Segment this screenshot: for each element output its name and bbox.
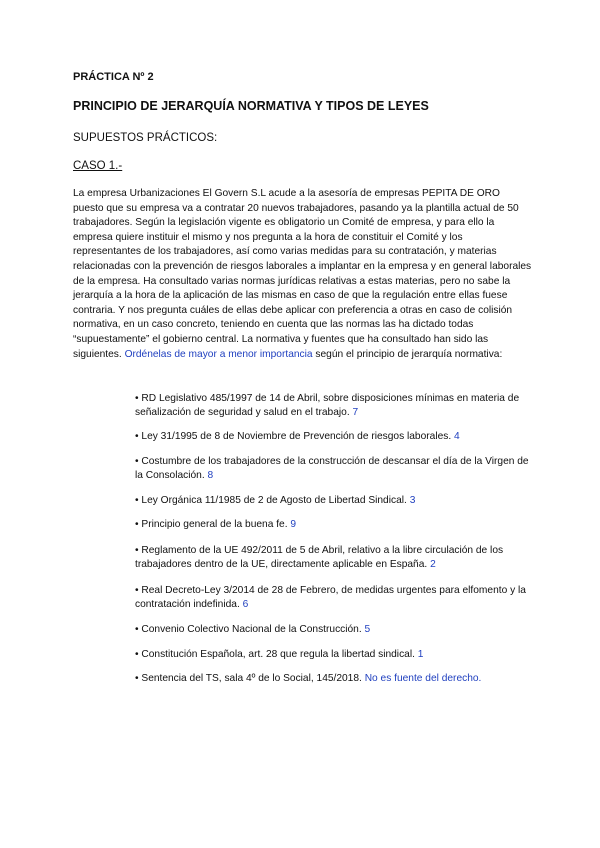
list-item xyxy=(135,623,535,637)
paragraph-highlight: Ordénelas de mayor a menor importancia xyxy=(124,348,313,360)
item-text: • Convenio Colectivo Nacional de la Construcción. xyxy=(135,624,362,635)
list-item xyxy=(135,518,535,532)
item-text: • Principio general de la buena fe. xyxy=(135,519,288,530)
item-text: • Real Decreto-Ley 3/2014 de 28 de Febrero, de medidas urgentes para elfomento y la contratación indefinida. xyxy=(135,585,526,611)
paragraph-body: La empresa Urbanizaciones El Govern S.L acude a la asesoría de empresas PEPITA DE ORO puesto que su empresa va a contratar 20 nuevos trabajadores, pasando ya la plantilla actual de 50 trabajadores. Según la legislación vigente es obligatorio un Comité de empresa, y para ello la empresa quiere instituir el mismo y nos pregunta a la hora de constituir el Comité y los representantes de los trabajadores, así como varias medidas para su contratación, y materias relacionadas con la prevención de riesgos laborales a implantar en la empresa y en general laborales de la empresa. Ha consultado varias normas jurídicas relativas a estas materias, pero no sabe la jerarquía a la hora de la aplicación de las mismas en caso de que la regulación entre ellas fuese contraria. Y nos pregunta cuáles de ellas debe aplicar con preferencia a otras en caso de colisión normativa, en un caso concreto, teniendo en cuenta que las normas las ha dictado todas “supuestamente” el gobierno central. La normativa y fuentes que ha consultado han sido las siguientes. xyxy=(73,188,532,360)
paragraph-tail: según el principio de jerarquía normativa: xyxy=(315,348,503,360)
item-answer: 4 xyxy=(454,431,460,442)
list-item xyxy=(135,584,535,613)
list-item xyxy=(135,430,535,444)
item-text: • Ley 31/1995 de 8 de Noviembre de Prevención de riesgos laborales. xyxy=(135,431,452,442)
item-text: • Ley Orgánica 11/1985 de 2 de Agosto de Libertad Sindical. xyxy=(135,495,407,506)
list-item xyxy=(135,392,535,421)
practice-number: PRÁCTICA Nº 2 xyxy=(73,71,154,83)
case-paragraph xyxy=(73,187,533,362)
item-answer: 9 xyxy=(290,519,297,530)
item-text: • Constitución Española, art. 28 que regula la libertad sindical. xyxy=(135,649,415,660)
item-answer: 5 xyxy=(364,624,371,635)
item-text: • RD Legislativo 485/1997 de 14 de Abril, sobre disposiciones mínimas en materia de señalización de seguridad y salud en el trabajo. xyxy=(135,393,520,419)
item-answer: 1 xyxy=(417,649,424,660)
item-text: • Costumbre de los trabajadores de la construcción de descansar el día de la Virgen de la Consolación. xyxy=(135,456,529,482)
item-answer: 7 xyxy=(352,407,359,419)
item-text: • Sentencia del TS, sala 4º de lo Social, 145/2018. xyxy=(135,673,362,684)
list-item xyxy=(135,494,535,508)
item-answer: 2 xyxy=(430,559,436,571)
page-title: PRINCIPIO DE JERARQUÍA NORMATIVA Y TIPOS DE LEYES xyxy=(73,99,429,113)
item-text: • Reglamento de la UE 492/2011 de 5 de Abril, relativo a la libre circulación de los trabajadores dentro de la UE, directamente aplicable en España. xyxy=(135,545,504,571)
list-item xyxy=(135,648,535,662)
item-answer: No es fuente del derecho. xyxy=(364,673,482,684)
list-item xyxy=(135,455,535,484)
item-answer: 8 xyxy=(207,470,214,482)
item-answer: 6 xyxy=(242,599,249,611)
section-heading: SUPUESTOS PRÁCTICOS: xyxy=(73,132,218,144)
case-heading: CASO 1.- xyxy=(73,160,123,172)
item-answer: 3 xyxy=(409,495,416,506)
list-item xyxy=(135,544,535,573)
list-item xyxy=(135,672,535,686)
